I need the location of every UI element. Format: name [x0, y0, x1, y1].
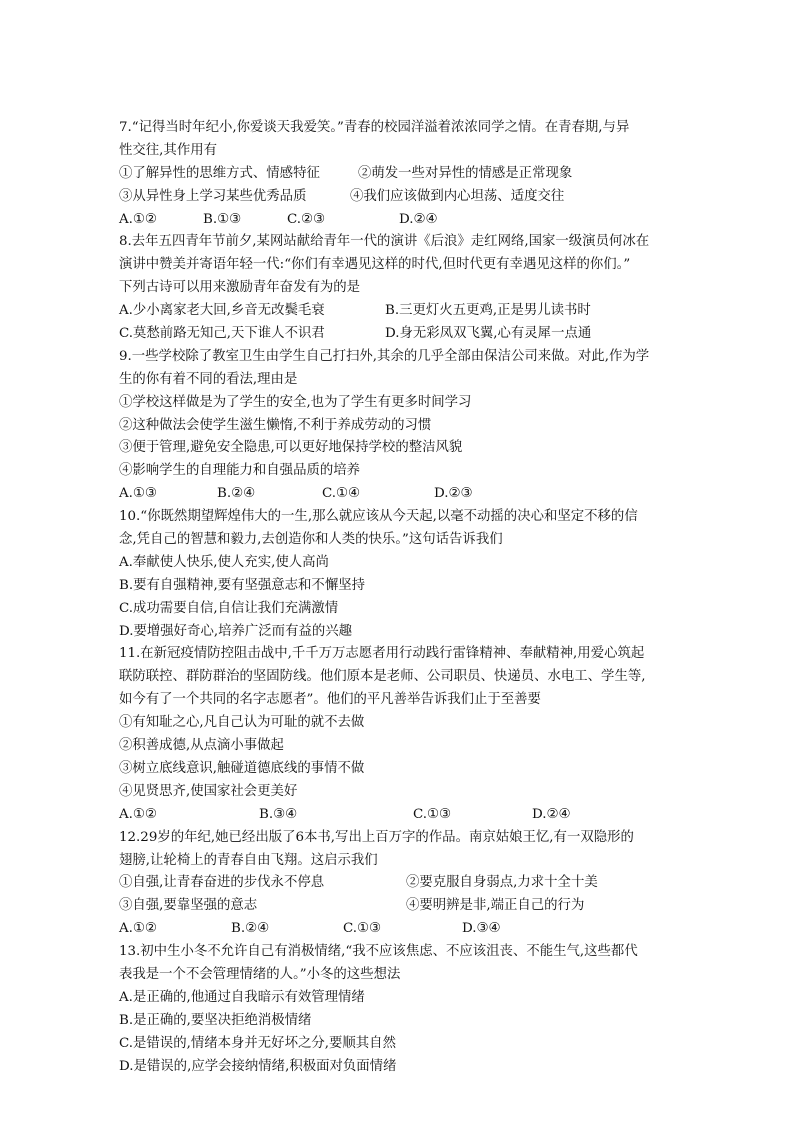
statement-item: ④我们应该做到内心坦荡、适度交往: [350, 188, 565, 204]
choice-a[interactable]: A.①②: [119, 806, 157, 822]
statement-item: ①了解异性的思维方式、情感特征: [119, 165, 320, 181]
statement-row: [119, 163, 679, 186]
choice-a[interactable]: A.①②: [119, 921, 157, 937]
statement-item: ③从异性身上学习某些优秀品质: [119, 188, 307, 204]
choice-b[interactable]: B.②④: [217, 486, 256, 502]
choice-c[interactable]: C.成功需要自信,自信让我们充满激情: [119, 600, 339, 616]
question-stem-line: 如今有了一个共同的名字志愿者”。他们的平凡善举告诉我们止于至善要: [119, 692, 541, 708]
question-10: [119, 506, 679, 643]
choice-row: [119, 483, 679, 506]
statement-item: ①自强,让青春奋进的步伐永不停息: [119, 875, 325, 891]
choice-a[interactable]: A.少小离家老大回,乡音无改鬓毛衰: [119, 303, 325, 319]
choice-d[interactable]: D.②④: [399, 211, 438, 227]
choice-d[interactable]: D.身无彩凤双飞翼,心有灵犀一点通: [385, 326, 592, 342]
choice-b[interactable]: B.是正确的,要坚决拒绝消极情绪: [119, 1012, 312, 1028]
exam-page: [119, 117, 679, 1078]
choice-b[interactable]: B.①③: [203, 211, 242, 227]
choice-c[interactable]: C.①④: [322, 486, 361, 502]
question-stem-line: 念,凭自己的智慧和毅力,去创造你和人类的快乐。”这句话告诉我们: [119, 532, 503, 548]
statement-item: ②萌发一些对异性的情感是正常现象: [358, 165, 573, 181]
question-stem-line: 11.在新冠疫情防控阻击战中,千千万万志愿者用行动践行雷锋精神、奉献精神,用爱心筑起: [119, 646, 645, 662]
question-stem-line: 演讲中赞美并寄语年轻一代:“你们有幸遇见这样的时代,但时代更有幸遇见这样的你们。”: [119, 257, 631, 273]
question-stem-line: 7.“记得当时年纪小,你爱谈天我爱笑。”青春的校园洋溢着浓浓同学之情。在青春期,与异: [119, 120, 630, 135]
question-8: [119, 231, 679, 345]
question-12: [119, 827, 679, 941]
question-13: [119, 941, 679, 1078]
statement-item: ②要克服自身弱点,力求十全十美: [406, 875, 598, 891]
choice-c[interactable]: C.莫愁前路无知己,天下谁人不识君: [119, 326, 325, 342]
question-stem-line: 下列古诗可以用来激励青年奋发有为的是: [119, 280, 361, 296]
statement-item: ③树立底线意识,触碰道德底线的事情不做: [119, 760, 365, 776]
question-stem-line: 表我是一个不会管理情绪的人。”小冬的这些想法: [119, 966, 401, 982]
question-stem-line: 生的你有着不同的看法,理由是: [119, 371, 298, 387]
choice-d[interactable]: D.②③: [434, 486, 473, 502]
choice-a[interactable]: A.是正确的,他通过自我暗示有效管理情绪: [119, 989, 365, 1005]
question-11: [119, 643, 679, 826]
choice-c[interactable]: C.①③: [343, 921, 382, 937]
choice-b[interactable]: B.②④: [231, 921, 270, 937]
statement-item: ④影响学生的自理能力和自强品质的培养: [119, 463, 361, 479]
choice-d[interactable]: D.是错误的,应学会接纳情绪,积极面对负面情绪: [119, 1058, 397, 1074]
choice-row: [119, 804, 679, 827]
statement-item: ②积善成德,从点滴小事做起: [119, 738, 284, 754]
question-stem-line: 13.初中生小冬不允许自己有消极情绪,“我不应该焦虑、不应该沮丧、不能生气,这些都代: [119, 944, 638, 960]
question-7: [119, 117, 679, 231]
choice-row: [119, 300, 679, 323]
question-stem-line: 10.“你既然期望辉煌伟大的一生,那么就应该从今天起,以毫不动摇的决心和坚定不移的信: [119, 509, 638, 525]
statement-item: ①学校这样做是为了学生的安全,也为了学生有更多时间学习: [119, 394, 472, 410]
question-stem-line: 性交往,其作用有: [119, 142, 217, 158]
question-stem-line: 8.去年五四青年节前夕,某网站献给青年一代的演讲《后浪》走红网络,国家一级演员何冰在: [119, 234, 650, 250]
choice-row: [119, 918, 679, 941]
statement-item: ③自强,要靠坚强的意志: [119, 898, 258, 914]
choice-d[interactable]: D.②④: [532, 806, 571, 822]
statement-item: ③便于管理,避免安全隐患,可以更好地保持学校的整洁风貌: [119, 440, 463, 456]
choice-b[interactable]: B.要有自强精神,要有坚强意志和不懈坚持: [119, 577, 365, 593]
question-stem-line: 12.29岁的年纪,她已经出版了6本书,写出上百万字的作品。南京姑娘王忆,有一双隐形的: [119, 829, 634, 845]
statement-item: ①有知耻之心,凡自己认为可耻的就不去做: [119, 715, 365, 731]
question-stem-line: 联防联控、群防群治的坚固防线。他们原本是老师、公司职员、快递员、水电工、学生等,: [119, 669, 646, 685]
choice-row: [119, 323, 679, 346]
choice-b[interactable]: B.三更灯火五更鸡,正是男儿读书时: [385, 303, 591, 319]
question-stem-line: 翅膀,让轮椅上的青春自由飞翔。这启示我们: [119, 852, 378, 868]
choice-d[interactable]: D.要增强好奇心,培养广泛而有益的兴趣: [119, 623, 353, 639]
choice-b[interactable]: B.③④: [259, 806, 298, 822]
question-stem-line: 9.一些学校除了教室卫生由学生自己打扫外,其余的几乎全部由保洁公司来做。对此,作为学: [119, 348, 650, 364]
choice-row: [119, 209, 679, 232]
statement-item: ④见贤思齐,使国家社会更美好: [119, 783, 298, 799]
choice-a[interactable]: A.①③: [119, 486, 157, 502]
question-9: [119, 346, 679, 506]
choice-c[interactable]: C.②③: [287, 211, 326, 227]
statement-row: [119, 872, 679, 895]
choice-a[interactable]: A.①②: [119, 211, 157, 227]
statement-item: ④要明辨是非,端正自己的行为: [406, 898, 585, 914]
choice-c[interactable]: C.是错误的,情绪本身并无好坏之分,要顺其自然: [119, 1035, 396, 1051]
choice-c[interactable]: C.①③: [413, 806, 452, 822]
choice-d[interactable]: D.③④: [462, 921, 501, 937]
statement-item: ②这种做法会使学生滋生懒惰,不利于养成劳动的习惯: [119, 417, 432, 433]
statement-row: [119, 895, 679, 918]
choice-a[interactable]: A.奉献使人快乐,使人充实,使人高尚: [119, 554, 329, 570]
statement-row: [119, 186, 679, 209]
